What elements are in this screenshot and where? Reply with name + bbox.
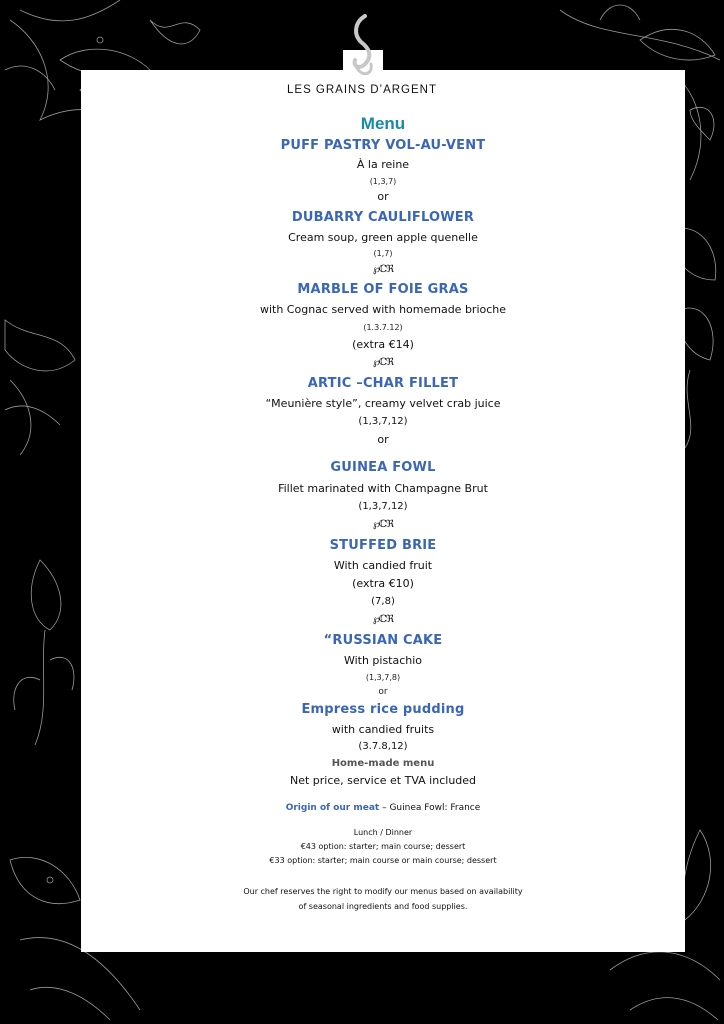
dish-description: Cream soup, green apple quenelle xyxy=(288,231,478,244)
dish-description: “Meunière style”, creamy velvet crab juice xyxy=(265,397,501,410)
allergens: (3.7.8,12) xyxy=(358,741,408,752)
option-43: €43 option: starter; main course; dessert xyxy=(300,842,466,851)
option-33: €33 option: starter; main course or main course; dessert xyxy=(269,856,497,865)
or-separator: or xyxy=(377,190,389,203)
brand-name: LES GRAINS D’ARGENT xyxy=(287,84,437,96)
dish-name: Empress rice pudding xyxy=(301,702,465,717)
dish-name: “RUSSIAN CAKE xyxy=(323,633,443,648)
dish-description: with Cognac served with homemade brioche xyxy=(259,303,507,316)
lunch-dinner: Lunch / Dinner xyxy=(353,828,413,837)
dish-name: ARTIC –CHAR FILLET xyxy=(307,376,459,391)
extra-price: (extra €14) xyxy=(352,338,414,351)
chef-note: of seasonal ingredients and food supplies. xyxy=(298,902,468,911)
ornament: ℘ℂℜ xyxy=(372,264,394,275)
menu-title: Menu xyxy=(360,114,406,133)
ornament: ℘ℂℜ xyxy=(372,614,394,625)
floral-left-lower-illustration xyxy=(0,550,80,750)
dish-name: STUFFED BRIE xyxy=(329,538,437,553)
allergens: (7,8) xyxy=(371,596,395,607)
or-separator: or xyxy=(378,687,388,697)
ornament: ℘ℂℜ xyxy=(372,519,394,530)
dish-description: With candied fruit xyxy=(333,559,433,572)
dish-name: MARBLE OF FOIE GRAS xyxy=(297,282,469,297)
allergens: (1,3,7,12) xyxy=(358,416,408,427)
chef-note: Our chef reserves the right to modify our menus based on availability xyxy=(243,887,523,896)
dish-description: with candied fruits xyxy=(331,723,435,736)
or-separator: or xyxy=(377,433,389,446)
allergens: (1,3,7,12) xyxy=(358,501,408,512)
origin-label: Origin of our meat xyxy=(285,803,380,813)
net-price-note: Net price, service et TVA included xyxy=(289,774,477,787)
dish-name: GUINEA FOWL xyxy=(330,460,436,475)
dish-description: Fillet marinated with Champagne Brut xyxy=(278,482,488,495)
ornament: ℘ℂℜ xyxy=(372,357,394,368)
dish-name: PUFF PASTRY VOL-AU-VENT xyxy=(280,138,486,153)
allergens: (1,3,7,8) xyxy=(365,673,401,682)
origin-text: – Guinea Fowl: France xyxy=(379,803,481,813)
homemade-label: Home-made menu xyxy=(331,758,435,769)
extra-price: (extra €10) xyxy=(352,577,414,590)
dish-name: DUBARRY CAULIFLOWER xyxy=(291,210,475,225)
floral-left-middle-illustration xyxy=(0,300,80,460)
allergens: (1,3,7) xyxy=(369,177,397,186)
allergens: (1,7) xyxy=(373,249,393,258)
meat-origin xyxy=(81,803,685,813)
dish-description: With pistachio xyxy=(343,654,423,667)
allergens: (1.3.7.12) xyxy=(363,323,403,332)
menu-content xyxy=(81,0,685,1024)
dish-description: À la reine xyxy=(356,158,410,171)
